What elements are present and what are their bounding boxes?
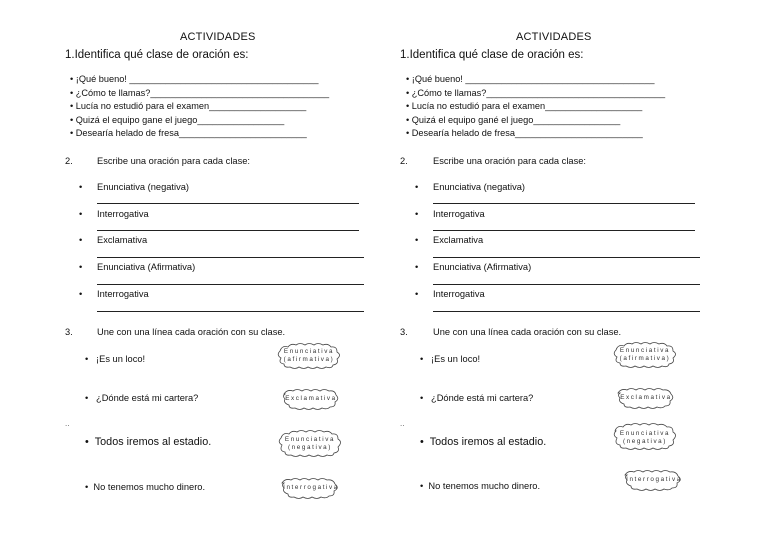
q3-sentence: • Todos iremos al estadio.	[420, 436, 547, 448]
answer-line	[433, 257, 700, 258]
answer-line	[433, 284, 700, 285]
answer-line	[97, 257, 364, 258]
q3-sentence: • Todos iremos al estadio.	[85, 436, 212, 448]
question-2-number: 2.	[400, 156, 408, 166]
answer-line	[433, 203, 695, 204]
answer-line	[433, 230, 695, 231]
q2-item-label: Enunciativa (Afirmativa)	[97, 262, 196, 272]
q2-item: •	[79, 209, 83, 219]
q2-item-label: Enunciativa (negativa)	[433, 182, 525, 192]
q2-item: •	[415, 262, 419, 272]
q1-item: • Desearía helado de fresa_________________________	[406, 128, 643, 138]
q1-item: • Quizá el equipo gane el juego_________________	[70, 115, 285, 125]
q1-item: • Desearía helado de fresa_________________________	[70, 128, 307, 138]
question-3-number: 3.	[65, 327, 73, 337]
question-2-heading: Escribe una oración para cada clase:	[433, 156, 586, 166]
worksheet-title: ACTIVIDADES	[180, 31, 256, 43]
q2-item: •	[415, 289, 419, 299]
answer-line	[433, 311, 700, 312]
q2-item-label: Enunciativa (Afirmativa)	[433, 262, 532, 272]
cloud-label: Enunciativa (negativa)	[609, 423, 681, 453]
answer-line	[97, 311, 364, 312]
question-3-number: 3.	[400, 327, 408, 337]
q1-item: • ¡Qué bueno! _____________________________________	[70, 74, 319, 84]
q2-item: •	[415, 182, 419, 192]
cloud-label: Enunciativa (afirmativa)	[610, 342, 680, 370]
worksheet-title: ACTIVIDADES	[516, 31, 592, 43]
q3-sentence: • No tenemos mucho dinero.	[85, 482, 206, 492]
q2-item: •	[79, 235, 83, 245]
q2-item: •	[79, 182, 83, 192]
q3-sentence: • ¡Es un loco!	[85, 354, 146, 364]
question-2-number: 2.	[65, 156, 73, 166]
q2-item-label: Interrogativa	[97, 289, 149, 299]
cloud-label: Enunciativa (negativa)	[275, 430, 345, 459]
q1-item: • ¿Cómo te llamas?___________________________________	[70, 88, 330, 98]
answer-line	[97, 230, 359, 231]
cloud-label: Enunciativa (afirmativa)	[274, 343, 344, 370]
question-1-heading: 1.Identifica qué clase de oración es:	[65, 49, 249, 61]
q2-item-label: Interrogativa	[433, 209, 485, 219]
cloud-label: Interrogativa	[620, 469, 688, 491]
q2-item-label: Exclamativa	[97, 235, 148, 245]
cloud-label: Exclamativa	[613, 387, 679, 409]
answer-line	[97, 203, 359, 204]
q1-item: • Lucía no estudió para el examen___________________	[70, 101, 307, 111]
cloud-label: Interrogativa	[277, 477, 345, 499]
q2-item-label: Interrogativa	[433, 289, 485, 299]
q1-item: • ¿Cómo te llamas?___________________________________	[406, 88, 666, 98]
q2-item: •	[79, 262, 83, 272]
question-3-heading: Une con una línea cada oración con su clase.	[433, 327, 622, 337]
answer-line	[97, 284, 364, 285]
q1-item: • ¡Qué bueno! _____________________________________	[406, 74, 655, 84]
q3-sentence: • ¿Dónde está mi cartera?	[420, 393, 534, 403]
question-2-heading: Escribe una oración para cada clase:	[97, 156, 250, 166]
q2-item-label: Enunciativa (negativa)	[97, 182, 189, 192]
q2-item: •	[415, 235, 419, 245]
q2-item-label: Exclamativa	[433, 235, 484, 245]
q3-sentence: • ¿Dónde está mi cartera?	[85, 393, 199, 403]
question-3-heading: Une con una línea cada oración con su clase.	[97, 327, 286, 337]
q3-sentence: • No tenemos mucho dinero.	[420, 481, 541, 491]
worksheet-right	[336, 0, 720, 543]
q3-sentence: • ¡Es un loco!	[420, 354, 481, 364]
q2-item: •	[415, 209, 419, 219]
q1-item: • Lucía no estudió para el examen___________________	[406, 101, 643, 111]
stray-dots: ..	[65, 419, 70, 428]
q1-item: • Quizá el equipo gané el juego_________________	[406, 115, 621, 125]
cloud-label: Exclamativa	[279, 388, 343, 410]
q2-item-label: Interrogativa	[97, 209, 149, 219]
q2-item: •	[79, 289, 83, 299]
question-1-heading: 1.Identifica qué clase de oración es:	[400, 49, 584, 61]
stray-dots: ..	[400, 419, 405, 428]
